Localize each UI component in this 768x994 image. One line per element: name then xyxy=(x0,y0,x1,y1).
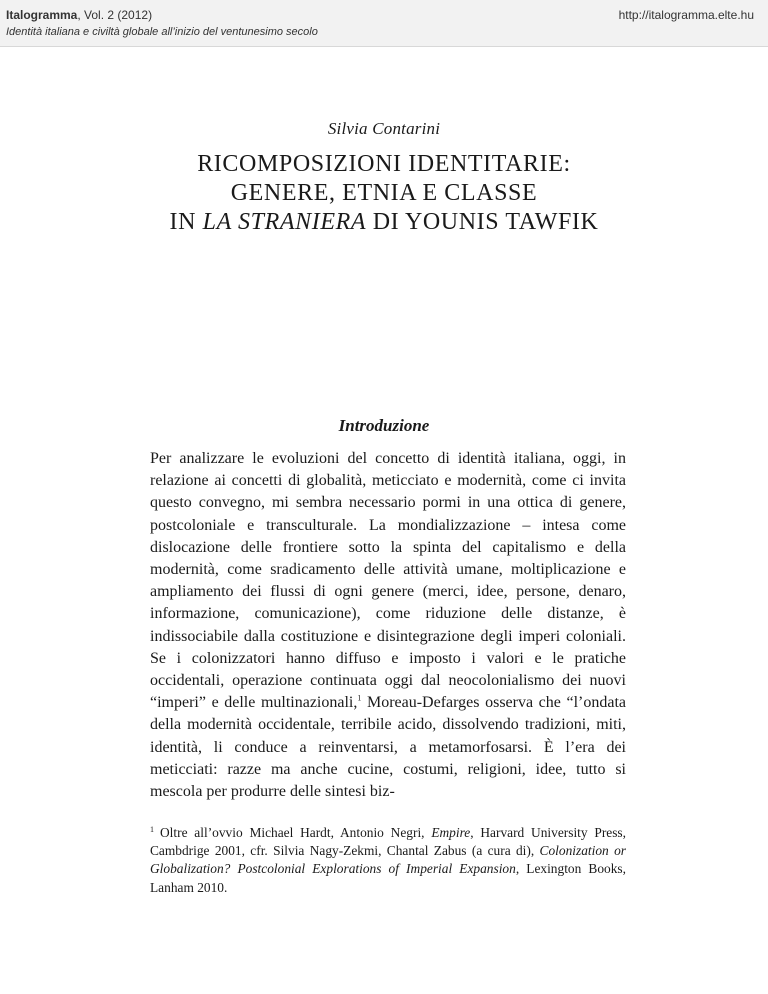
footnote-italic-b: Colonization or Globalization? Postcolonial Explorations of Imperial Expansion xyxy=(150,843,626,877)
paragraph-text-part1: Per analizzare le evoluzioni del concetto di identità italiana, oggi, in relazione ai concetti di globalità, meticciato e modernità, come ci invita questo convegno, mi sembra necessario pormi in una ottica di genere, postcoloniale e transculturale. La mondializzazione – intesa come dislocazione delle frontiere sotto la spinta del capitalismo e della modernità, come sradicamento delle attività umane, moltiplicazione e ampliamento dei flussi di ogni genere (merci, idee, persone, denaro, informazione, comunicazione), come riduzione delle distanze, è indissociabile dalla costituzione e disintegrazione degli imperi coloniali. Se i colonizzatori hanno diffuso e imposto i valori e le pratiche occidentali, operazione continuata oggi dal neocolonialismo dei nuovi “imperi” e delle multinazionali, xyxy=(150,450,626,712)
title-work-name: LA STRANIERA xyxy=(202,209,367,235)
footnote-reference[interactable]: 1 xyxy=(357,693,362,703)
journal-citation xyxy=(6,8,152,22)
footnote xyxy=(150,824,626,897)
footnote-text-b: , Harvard University Press, Cambdrige 2001, cfr. Silvia Nagy-Zekmi, Chantal Zabus (a cura di), xyxy=(150,825,626,859)
title-line-2: GENERE, ETNIA E CLASSE xyxy=(230,180,538,206)
title-line-1: RICOMPOSIZIONI IDENTITARIE: xyxy=(197,151,571,177)
article-author: Silvia Contarini xyxy=(327,119,441,138)
paragraph-text-part2: Moreau-Defarges osserva che “l’ondata della modernità occidentale, terribile acido, dissolvendo tradizioni, miti, identità, li conduce a reinventarsi, a metamorfosarsi. È l’era dei meticciati: razze ma anche cucine, costumi, religioni, idee, tutto si mescola per produrre delle sintesi biz- xyxy=(150,694,626,801)
footnote-text-c: , Lexington Books, Lanham 2010. xyxy=(150,861,626,895)
footnote-text-a: Oltre all’ovvio Michael Hardt, Antonio Negri, xyxy=(160,825,432,840)
footnote-number: 1 xyxy=(150,824,154,834)
journal-volume: , Vol. 2 (2012) xyxy=(77,8,153,22)
section-heading: Introduzione xyxy=(338,416,430,435)
journal-name: Italogramma xyxy=(6,8,78,22)
journal-url-link[interactable]: http://italogramma.elte.hu xyxy=(618,8,754,22)
article-title xyxy=(0,150,768,237)
title-line-3 xyxy=(0,208,768,237)
page-header xyxy=(0,0,768,47)
body-paragraph xyxy=(150,448,626,803)
footnote-italic-a: Empire xyxy=(431,825,471,840)
journal-subtitle: Identità italiana e civiltà globale all’inizio del ventunesimo secolo xyxy=(6,26,318,38)
title-line-3-suffix: DI YOUNIS TAWFIK xyxy=(366,209,599,235)
title-line-3-prefix: IN xyxy=(169,209,203,235)
